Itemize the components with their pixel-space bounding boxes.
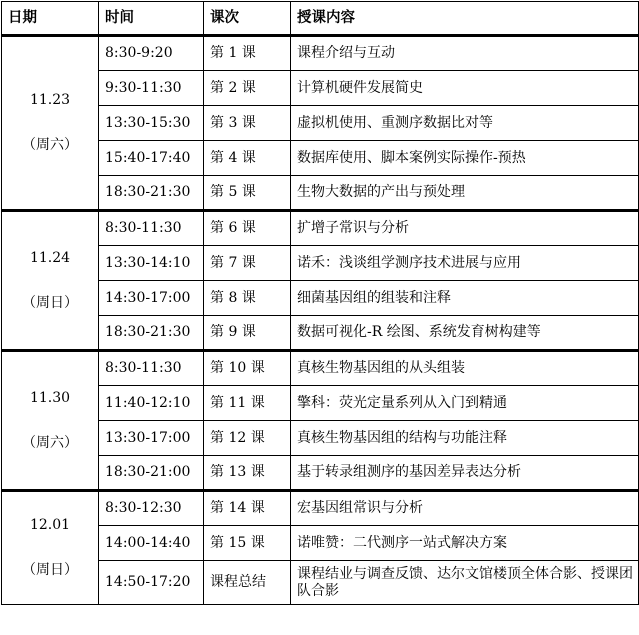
time-cell: 8:30-11:30 — [99, 351, 204, 386]
topic-cell: 计算机硬件发展简史 — [291, 71, 639, 106]
session-cell: 第 2 课 — [204, 71, 291, 106]
table-row — [2, 211, 639, 246]
session-cell: 第 7 课 — [204, 246, 291, 281]
session-cell: 第 1 课 — [204, 36, 291, 71]
topic-cell: 数据库使用、脚本案例实际操作-预热 — [291, 141, 639, 176]
time-cell: 14:50-17:20 — [99, 561, 204, 605]
weekday-label: （周日） — [22, 294, 78, 311]
date-label: 11.24 — [29, 249, 71, 266]
topic-cell: 扩增子常识与分析 — [291, 211, 639, 246]
session-cell: 第 4 课 — [204, 141, 291, 176]
topic-cell: 课程介绍与互动 — [291, 36, 639, 71]
date-label: 11.23 — [29, 92, 71, 108]
session-cell: 第 15 课 — [204, 526, 291, 561]
time-cell: 8:30-12:30 — [99, 491, 204, 526]
session-cell: 第 8 课 — [204, 281, 291, 316]
schedule-table — [1, 1, 639, 605]
weekday-label: （周日） — [22, 562, 78, 578]
session-cell: 第 12 课 — [204, 421, 291, 456]
time-cell: 18:30-21:00 — [99, 456, 204, 491]
header-session: 课次 — [204, 2, 291, 36]
topic-cell: 生物大数据的产出与预处理 — [291, 176, 639, 211]
topic-cell: 真核生物基因组的从头组装 — [291, 351, 639, 386]
time-cell: 13:30-17:00 — [99, 421, 204, 456]
time-cell: 13:30-14:10 — [99, 246, 204, 281]
topic-cell: 细菌基因组的组装和注释 — [291, 281, 639, 316]
table-body — [2, 36, 639, 605]
table-header — [2, 2, 639, 36]
table-row — [2, 36, 639, 71]
topic-cell: 宏基因组常识与分析 — [291, 491, 639, 526]
time-cell: 15:40-17:40 — [99, 141, 204, 176]
time-cell: 18:30-21:30 — [99, 316, 204, 351]
header-content: 授课内容 — [291, 2, 639, 36]
session-cell: 第 10 课 — [204, 351, 291, 386]
date-cell — [2, 351, 99, 491]
session-cell: 第 9 课 — [204, 316, 291, 351]
session-cell: 第 14 课 — [204, 491, 291, 526]
time-cell: 11:40-12:10 — [99, 386, 204, 421]
table-row — [2, 351, 639, 386]
time-cell: 8:30-11:30 — [99, 211, 204, 246]
topic-cell: 课程结业与调查反馈、达尔文馆楼顶全体合影、授课团队合影 — [291, 561, 639, 605]
topic-cell: 诺禾：浅谈组学测序技术进展与应用 — [291, 246, 639, 281]
topic-cell: 擎科：荧光定量系列从入门到精通 — [291, 386, 639, 421]
time-cell: 8:30-9:20 — [99, 36, 204, 71]
header-time: 时间 — [99, 2, 204, 36]
topic-cell: 数据可视化-R 绘图、系统发育树构建等 — [291, 316, 639, 351]
weekday-label: （周六） — [22, 434, 78, 451]
time-cell: 14:00-14:40 — [99, 526, 204, 561]
date-cell — [2, 211, 99, 351]
session-cell: 第 6 课 — [204, 211, 291, 246]
time-cell: 14:30-17:00 — [99, 281, 204, 316]
topic-cell: 虚拟机使用、重测序数据比对等 — [291, 106, 639, 141]
session-cell: 第 5 课 — [204, 176, 291, 211]
time-cell: 13:30-15:30 — [99, 106, 204, 141]
date-label: 12.01 — [29, 517, 71, 533]
session-cell: 第 13 课 — [204, 456, 291, 491]
time-cell: 9:30-11:30 — [99, 71, 204, 106]
header-date: 日期 — [2, 2, 99, 36]
session-cell: 第 3 课 — [204, 106, 291, 141]
topic-cell: 诺唯赞：二代测序一站式解决方案 — [291, 526, 639, 561]
session-cell: 课程总结 — [204, 561, 291, 605]
date-label: 11.30 — [29, 389, 71, 406]
topic-cell: 真核生物基因组的结构与功能注释 — [291, 421, 639, 456]
date-cell — [2, 491, 99, 605]
session-cell: 第 11 课 — [204, 386, 291, 421]
time-cell: 18:30-21:30 — [99, 176, 204, 211]
weekday-label: （周六） — [22, 137, 78, 153]
table-row — [2, 491, 639, 526]
topic-cell: 基于转录组测序的基因差异表达分析 — [291, 456, 639, 491]
date-cell — [2, 36, 99, 211]
